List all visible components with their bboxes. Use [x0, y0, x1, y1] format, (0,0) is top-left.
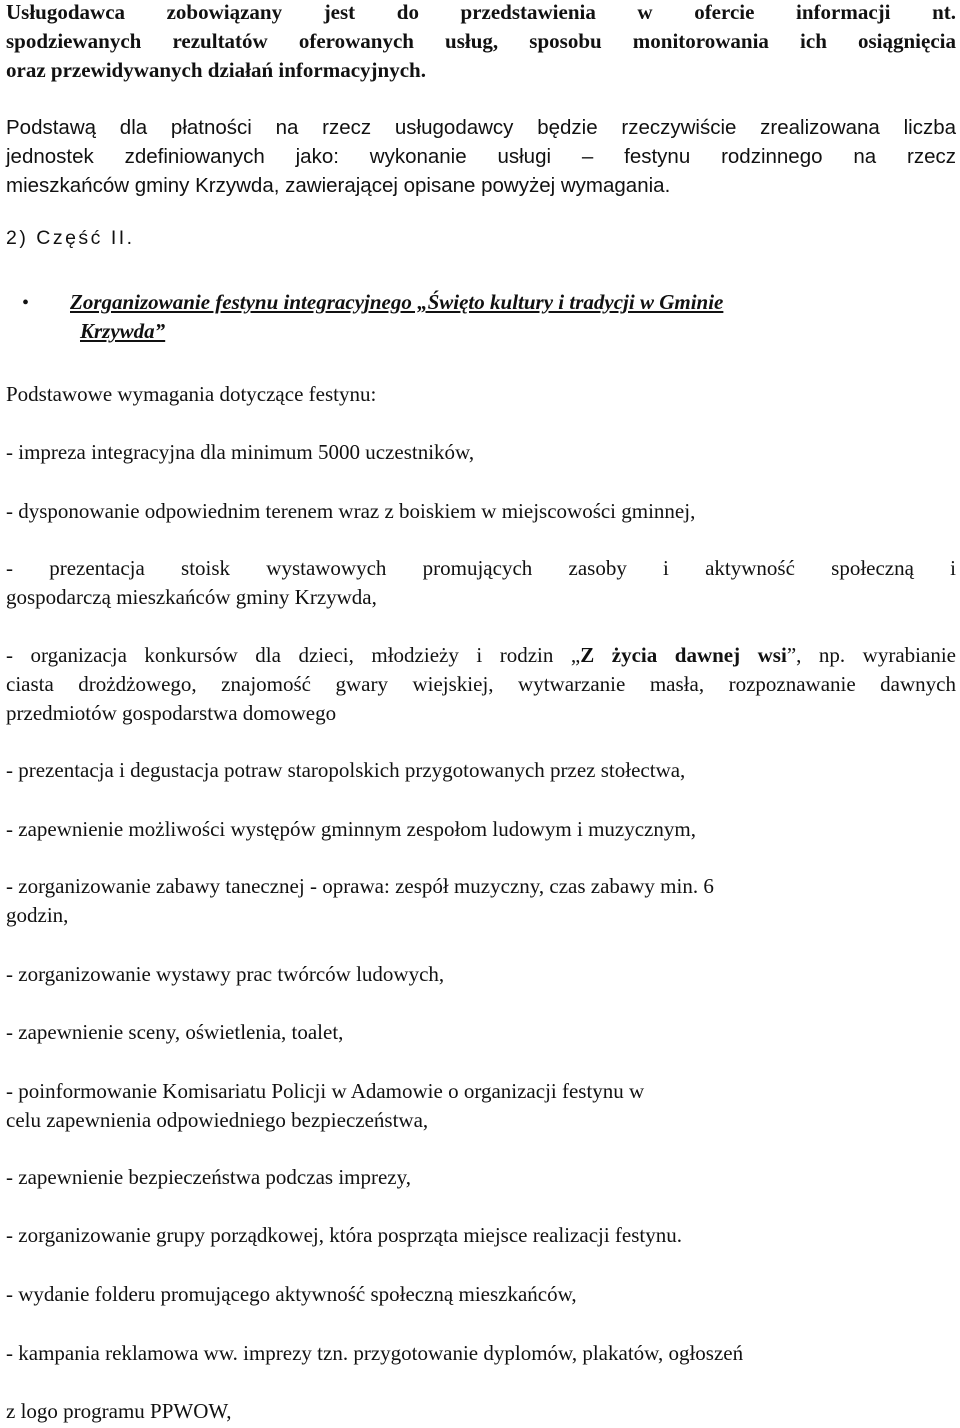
requirement-text: - zorganizowanie grupy porządkowej, która posprząta miejsce realizacji festynu. [6, 1223, 682, 1247]
requirement-item [6, 1221, 956, 1250]
requirement-text-line-1: - zorganizowanie zabawy tanecznej - oprawa: zespół muzyczny, czas zabawy min. 6 [6, 874, 714, 898]
requirement-text: z logo programu PPWOW, [6, 1399, 232, 1423]
requirement-text-line-2: gospodarczą mieszkańców gminy Krzywda, [6, 585, 377, 609]
part-label: 2) Część II. [6, 227, 135, 249]
payment-line-3: mieszkańców gminy Krzywda, zawierającej opisane powyżej wymagania. [6, 174, 671, 197]
requirement-text-line-1: - prezentacja stoisk wystawowych promujących zasoby i aktywność społeczną i [6, 556, 956, 580]
payment-line-1: Podstawą dla płatności na rzecz usługodawcy będzie rzeczywiście zrealizowana liczba [6, 116, 956, 139]
requirement-text-line-2: ciasta drożdżowego, znajomość gwary wiejskiej, wytwarzanie masła, rozpoznawanie dawnych [6, 672, 956, 696]
requirement-text-line-2: celu zapewnienia odpowiedniego bezpieczeństwa, [6, 1108, 429, 1132]
requirement-text: - dysponowanie odpowiednim terenem wraz z boiskiem w miejscowości gminnej, [6, 499, 696, 523]
requirement-text: - wydanie folderu promującego aktywność społeczną mieszkańców, [6, 1282, 577, 1306]
requirement-text: - zapewnienie bezpieczeństwa podczas imprezy, [6, 1165, 412, 1189]
requirement-item [6, 438, 956, 467]
bullet-symbol: • [22, 292, 30, 314]
requirement-item [6, 1077, 956, 1135]
contest-name: Z życia dawnej wsi [580, 643, 787, 667]
requirement-item [6, 1163, 956, 1192]
intro-line-2: spodziewanych rezultatów oferowanych usług, sposobu monitorowania ich osiągnięcia [6, 29, 956, 53]
requirement-item [6, 815, 956, 844]
festival-title-line-1: Zorganizowanie festynu integracyjnego „Święto kultury i tradycji w Gminie [70, 290, 724, 314]
requirement-item [6, 1397, 956, 1426]
requirement-text: - zapewnienie sceny, oświetlenia, toalet, [6, 1020, 344, 1044]
requirement-item [6, 641, 956, 728]
requirement-item [6, 554, 956, 612]
intro-line-3: oraz przewidywanych działań informacyjnych. [6, 58, 426, 82]
requirement-item [6, 1339, 956, 1368]
requirement-text-line-3: przedmiotów gospodarstwa domowego [6, 701, 337, 725]
requirement-text-line-2: godzin, [6, 903, 69, 927]
requirement-text: - prezentacja i degustacja potraw staropolskich przygotowanych przez stołectwa, [6, 758, 686, 782]
festival-title [70, 288, 940, 346]
festival-title-line-2: Krzywda” [80, 319, 166, 343]
requirement-text-line-1: - poinformowanie Komisariatu Policji w Adamowie o organizacji festynu w [6, 1079, 645, 1103]
intro-line-1: Usługodawca zobowiązany jest do przedstawienia w ofercie informacji nt. [6, 0, 956, 24]
requirement-item [6, 1280, 956, 1309]
requirement-item [6, 872, 956, 930]
requirement-text: - impreza integracyjna dla minimum 5000 uczestników, [6, 440, 475, 464]
requirement-text: - kampania reklamowa ww. imprezy tzn. przygotowanie dyplomów, plakatów, ogłoszeń [6, 1341, 744, 1365]
requirements-heading: Podstawowe wymagania dotyczące festynu: [6, 382, 377, 406]
requirement-item [6, 497, 956, 526]
payment-paragraph [6, 113, 956, 200]
requirement-text-part: - organizacja konkursów dla dzieci, młodzieży i rodzin „ [6, 643, 581, 667]
requirement-item [6, 756, 956, 785]
requirement-text: - zorganizowanie wystawy prac twórców ludowych, [6, 962, 445, 986]
requirement-item [6, 1018, 956, 1047]
requirement-text-line-1 [6, 641, 956, 670]
requirement-text: - zapewnienie możliwości występów gminnym zespołom ludowym i muzycznym, [6, 817, 696, 841]
requirement-text-part: ”, np. wyrabianie [786, 643, 956, 667]
requirement-item [6, 960, 956, 989]
payment-line-2: jednostek zdefiniowanych jako: wykonanie usługi – festynu rodzinnego na rzecz [6, 145, 956, 168]
intro-paragraph [6, 0, 956, 85]
